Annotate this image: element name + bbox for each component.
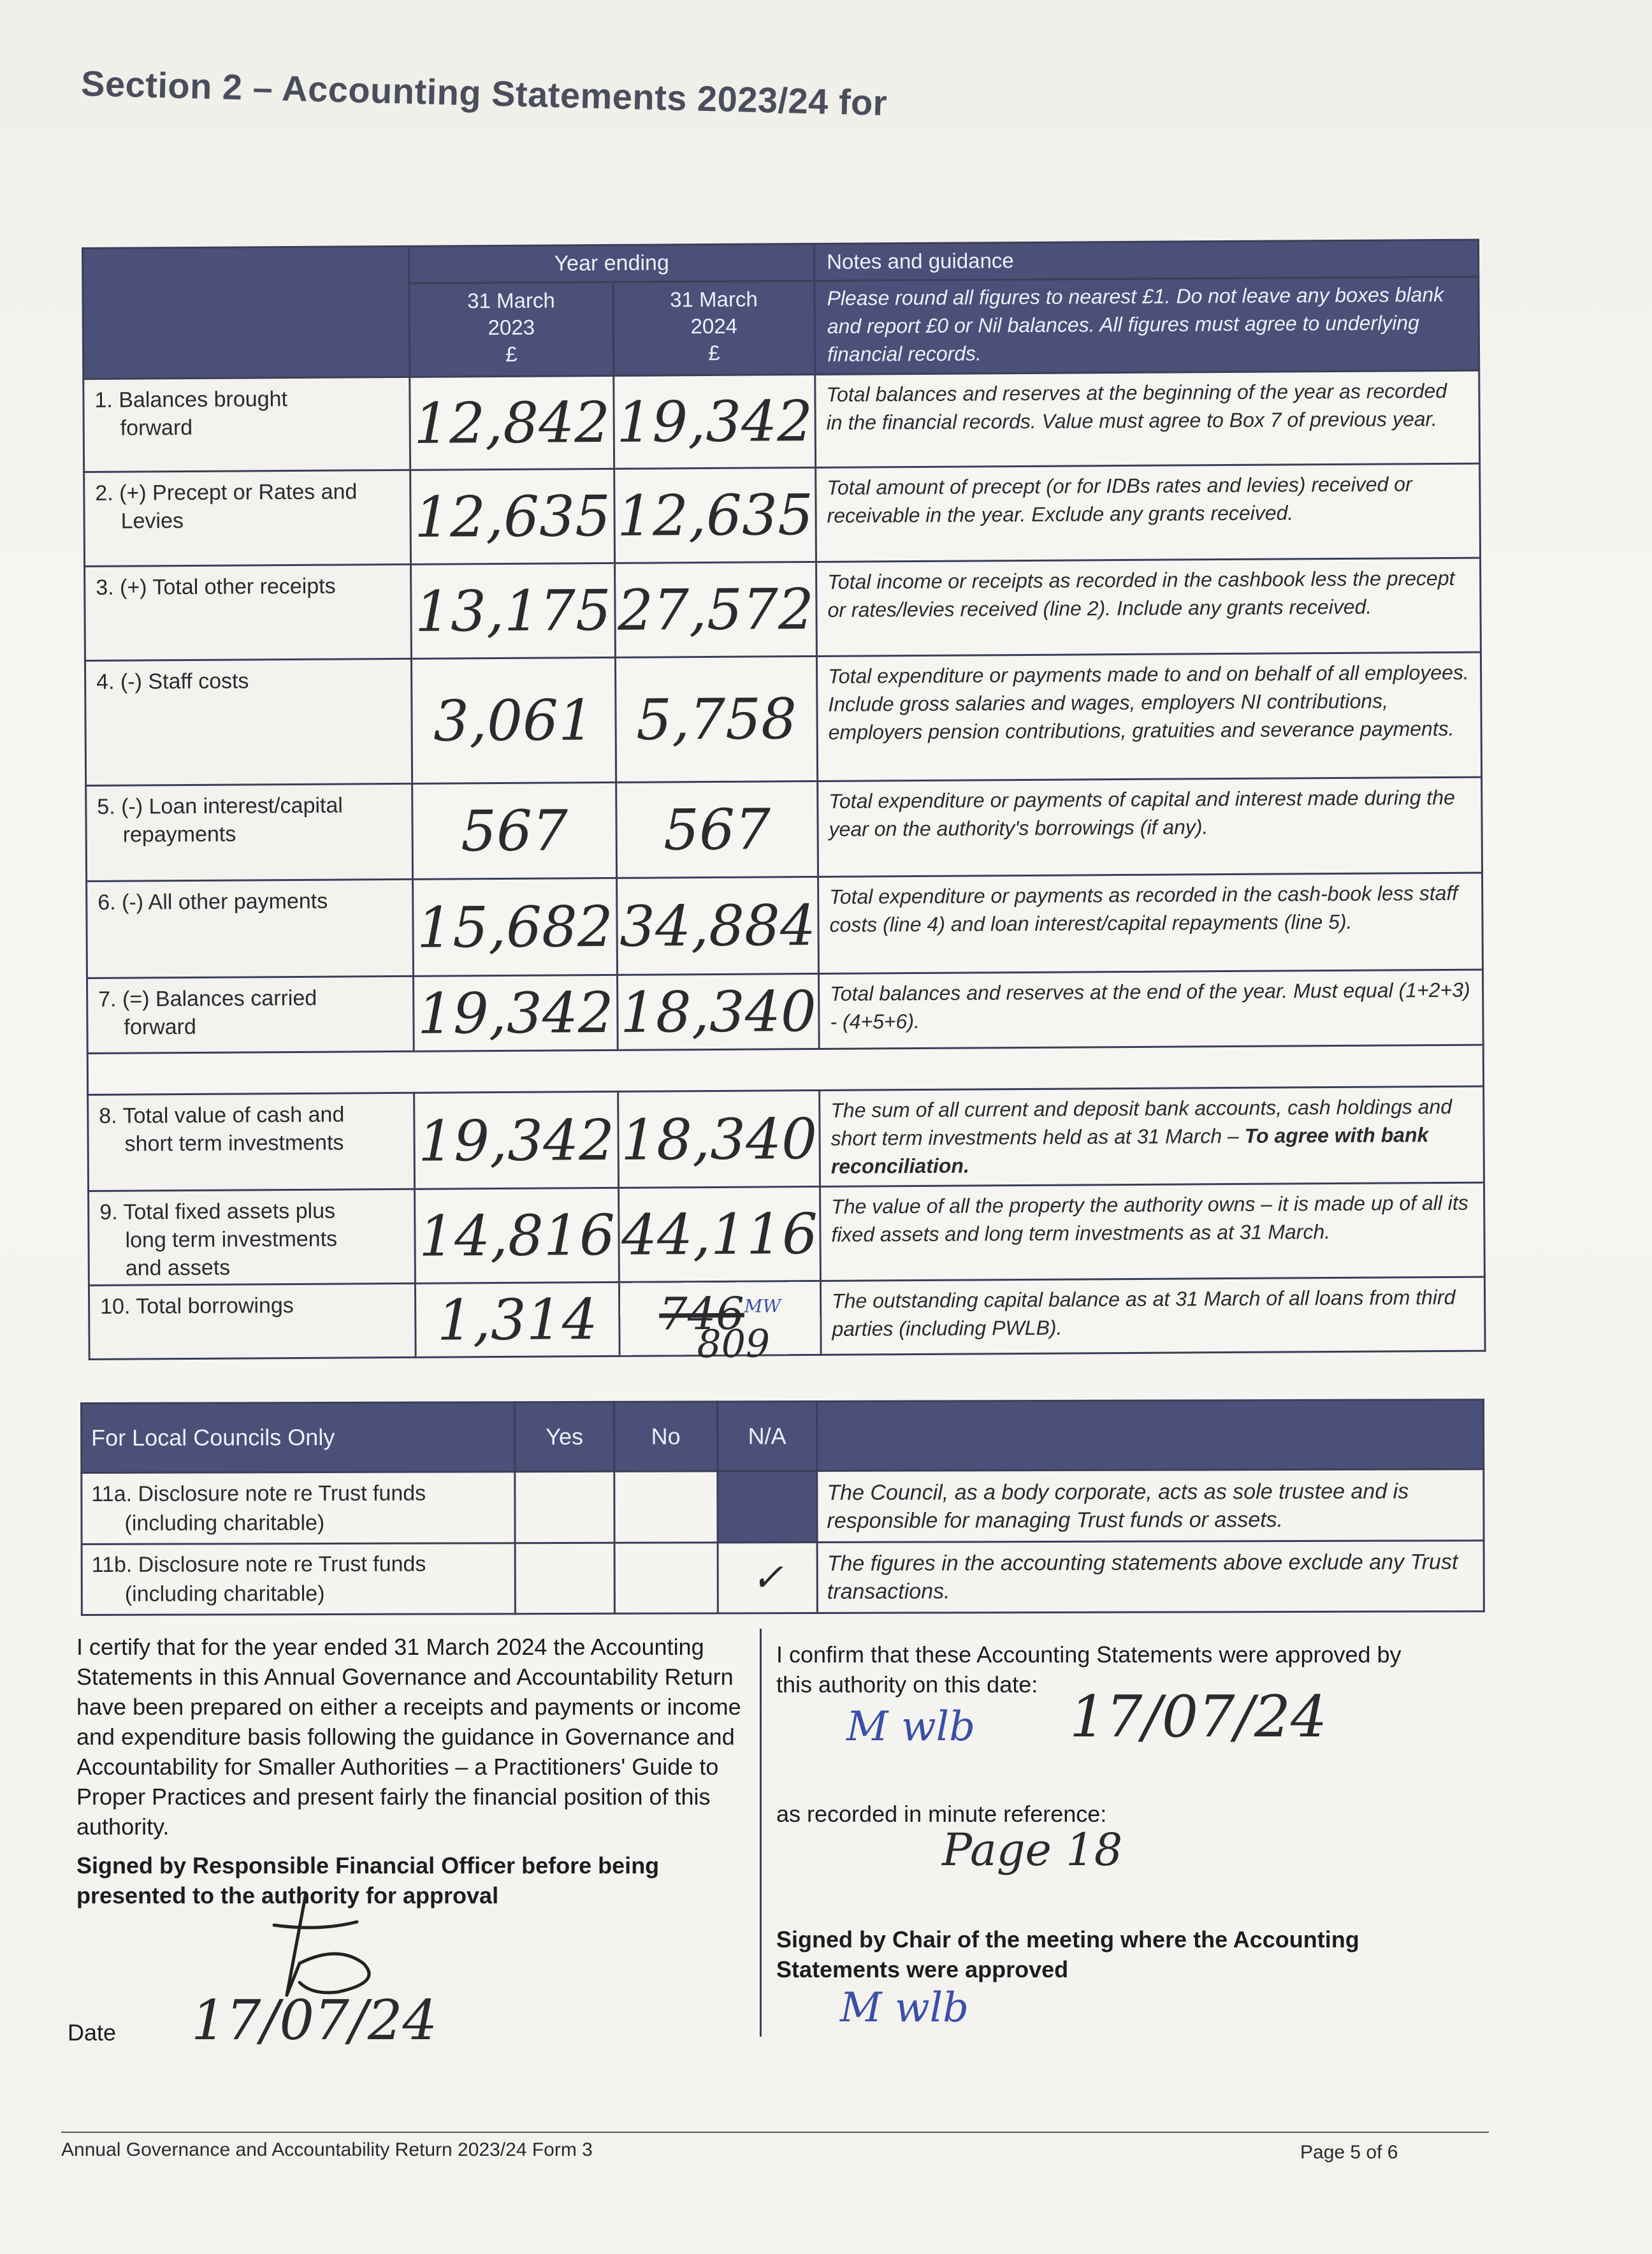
row-note: The Council, as a body corporate, acts as sole trustee and is responsible for managing Trust funds or assets.	[817, 1469, 1484, 1543]
row-note: Total amount of precept (or for IDBs rates and levies) received or receivable in the year. Exclude any grants received.	[816, 463, 1481, 562]
table-row	[84, 463, 1481, 566]
row-note: The sum of all current and deposit bank accounts, cash holdings and short term investments held as at 31 March – To agree with bank reconciliation.	[820, 1086, 1484, 1186]
no-checkbox[interactable]	[614, 1471, 718, 1543]
row-note: Total expenditure or payments as recorded in the cash-book less staff costs (line 4) and loan interest/capital repayments (line 5).	[818, 873, 1483, 973]
rfo-certification	[76, 1632, 771, 1910]
value-2023: 13,175	[411, 563, 616, 658]
certification-text: I certify that for the year ended 31 March 2024 the Accounting Statements in this Annual Governance and Accountability Return have been prepared on either a receipts and payments or income and expenditure basis following the guidance in Governance and Accountability for Smaller Authorities – a Practitioners' Guide to Proper Practices and present fairly the financial position of this authority.	[76, 1634, 741, 1840]
minute-line	[776, 1824, 1414, 1924]
rfo-date: 17/07/24	[191, 1989, 438, 2053]
corrected-value: 809	[697, 1321, 771, 1367]
na-header: N/A	[718, 1401, 817, 1471]
row-label: 10. Total borrowings	[89, 1283, 416, 1359]
row-label: 9. Total fixed assets plus long term investments and assets	[89, 1189, 416, 1285]
table-row	[82, 1469, 1484, 1545]
yes-checkbox[interactable]	[515, 1543, 614, 1613]
row-note: Total expenditure or payments of capital and interest made during the year on the authority's borrowings (if any).	[818, 777, 1482, 876]
row-label: 3. (+) Total other receipts	[85, 564, 412, 660]
local-councils-header: For Local Councils Only	[82, 1402, 515, 1473]
col-2024-currency: £	[708, 340, 720, 365]
value-2024-corrected	[619, 1281, 821, 1367]
year-ending-header: Year ending	[409, 244, 814, 283]
date-label: Date	[68, 2019, 117, 2046]
value-2024: 34,884	[617, 876, 819, 975]
local-councils-table	[80, 1399, 1483, 1616]
row-label: 5. (-) Loan interest/capital repayments	[86, 783, 413, 881]
footer-divider	[61, 2132, 1489, 2133]
table-row	[88, 1086, 1484, 1191]
value-2023: 19,342	[413, 975, 618, 1051]
notes-guidance-header: Notes and guidance	[814, 240, 1478, 280]
na-checkbox[interactable]	[718, 1471, 817, 1542]
value-2023: 567	[412, 782, 617, 879]
approval-line	[776, 1683, 1414, 1795]
table-row	[89, 1277, 1485, 1359]
col-2024-line1: 31 March	[670, 287, 758, 312]
row-label: 4. (-) Staff costs	[85, 658, 412, 785]
table-row	[82, 1541, 1484, 1615]
table-row	[89, 1182, 1485, 1285]
footer-page-number: Page 5 of 6	[1300, 2142, 1398, 2163]
value-2024: 44,116	[619, 1186, 821, 1282]
value-2024: 27,572	[615, 562, 817, 657]
col-2024-line2: 2024	[690, 314, 738, 338]
col-2023-line2: 2023	[488, 315, 535, 340]
column-2024-header	[613, 280, 815, 375]
chair-signed-label: Signed by Chair of the meeting where the Accounting Statements were approved	[776, 1926, 1359, 1982]
value-2024: 18,340	[617, 973, 819, 1050]
yes-header: Yes	[515, 1402, 614, 1471]
value-2023: 14,816	[415, 1188, 620, 1283]
col-2023-currency: £	[505, 342, 518, 366]
no-header: No	[614, 1402, 718, 1471]
minute-reference: Page 18	[942, 1824, 1123, 1876]
row-note: The figures in the accounting statements above exclude any Trust transactions.	[817, 1541, 1484, 1613]
chair-signature: M wlb	[840, 1984, 969, 2032]
table-row	[83, 370, 1480, 472]
row-note: The value of all the property the authority owns – it is made up of all its fixed assets and long term investments as at 31 March.	[820, 1182, 1485, 1281]
page-title: Section 2 – Accounting Statements 2023/24 for	[80, 62, 888, 123]
value-2023: 12,842	[410, 375, 614, 470]
tick-mark: ✓	[751, 1555, 784, 1601]
approval-date: 17/07/24	[1069, 1683, 1328, 1750]
value-2024: 5,758	[615, 656, 817, 782]
row-label: 11a. Disclosure note re Trust funds (including charitable)	[82, 1472, 515, 1545]
rfo-signed-label: Signed by Responsible Financial Officer before being presented to the authority for approval	[76, 1852, 660, 1909]
confirm-text: I confirm that these Accounting Statements were approved by this authority on this date:	[776, 1641, 1402, 1698]
table-row	[85, 558, 1481, 660]
value-2023: 3,061	[411, 657, 616, 783]
row-label: 1. Balances brought forward	[83, 377, 410, 472]
row-note: Total balances and reserves at the end of the year. Must equal (1+2+3) - (4+5+6).	[818, 970, 1483, 1049]
struck-value: 746	[658, 1287, 745, 1341]
row-label: 2. (+) Precept or Rates and Levies	[84, 470, 411, 566]
guidance-text: Please round all figures to nearest £1. Do not leave any boxes blank and report £0 or Nil balances. All figures must agree to underlying financial records.	[815, 277, 1479, 374]
value-2023: 15,682	[413, 878, 618, 976]
chair-signature-line	[776, 1984, 1414, 2054]
approval-signature: M wlb	[846, 1703, 976, 1750]
row-note: Total income or receipts as recorded in the cashbook less the precept or rates/levies received (line 2). Include any grants received.	[816, 558, 1481, 656]
na-checkbox[interactable]	[718, 1542, 817, 1613]
correction-initials: MW	[744, 1295, 781, 1317]
local-councils-notes-header	[817, 1400, 1484, 1471]
yes-checkbox[interactable]	[515, 1471, 614, 1543]
table-row	[87, 873, 1483, 978]
row-label: 6. (-) All other payments	[87, 879, 414, 978]
row-note: Total expenditure or payments made to and on behalf of all employees. Include gross salaries and wages, employers NI contributions, employers pension contributions, gratuities and severance payments.	[816, 652, 1481, 781]
table-row	[86, 777, 1482, 881]
value-2024: 567	[616, 781, 818, 878]
row-note: Total balances and reserves at the beginning of the year as recorded in the financial records. Value must agree to Box 7 of previous year.	[815, 370, 1480, 467]
row-label: 8. Total value of cash and short term investments	[88, 1093, 415, 1191]
header-blank-cell	[83, 246, 410, 379]
row-label: 7. (=) Balances carried forward	[87, 976, 414, 1053]
no-checkbox[interactable]	[614, 1543, 718, 1613]
value-2024: 12,635	[614, 467, 816, 563]
row-label: 11b. Disclosure note re Trust funds (including charitable)	[82, 1543, 515, 1615]
accounting-statements-table	[82, 239, 1484, 1367]
value-2024: 18,340	[618, 1090, 820, 1188]
value-2023: 19,342	[414, 1091, 619, 1189]
footer-form-name: Annual Governance and Accountability Return 2023/24 Form 3	[61, 2139, 593, 2160]
value-2023: 12,635	[410, 469, 615, 564]
table-row	[85, 652, 1481, 785]
value-2023: 1,314	[415, 1282, 620, 1357]
col-2023-line1: 31 March	[467, 288, 555, 313]
row-note: The outstanding capital balance as at 31 March of all loans from third parties (including PWLB).	[820, 1277, 1485, 1355]
column-2023-header	[409, 282, 614, 377]
table-row	[87, 970, 1484, 1053]
value-2024: 19,342	[614, 374, 816, 469]
approval-confirmation	[776, 1640, 1414, 2054]
minute-label: as recorded in minute reference:	[776, 1801, 1107, 1827]
